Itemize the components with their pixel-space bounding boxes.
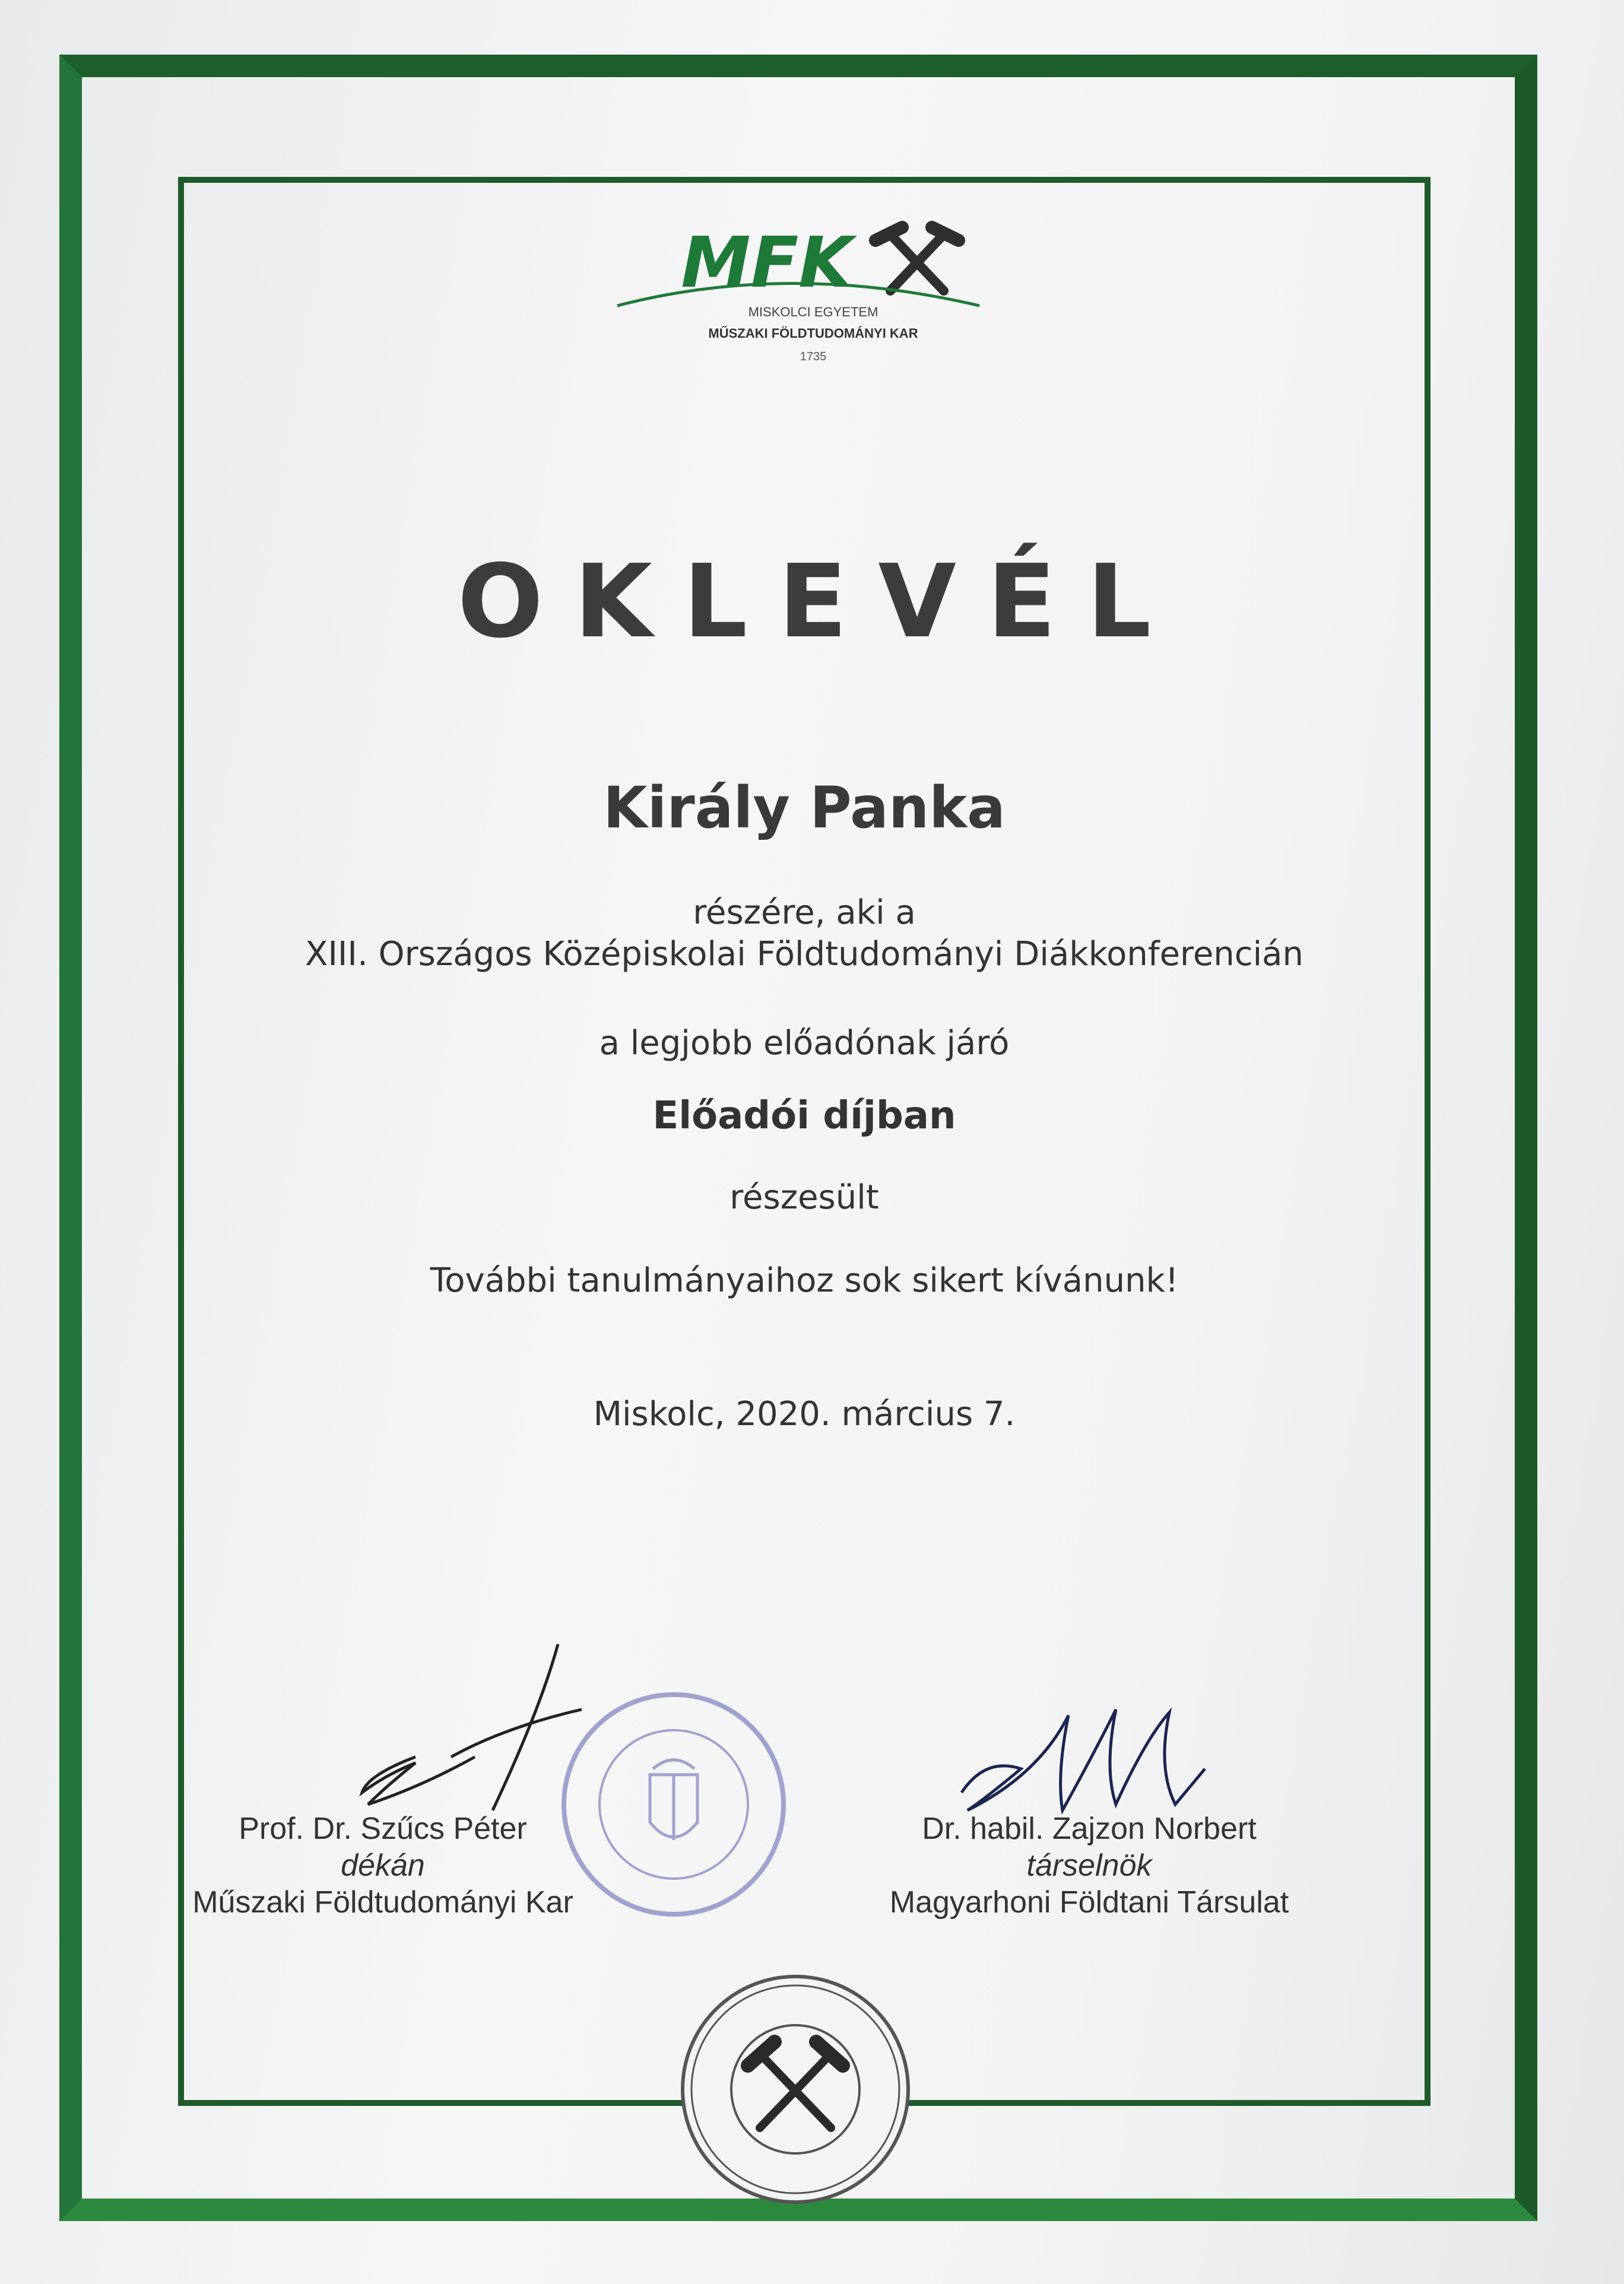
dean-name: Prof. Dr. Szűcs Péter xyxy=(239,1812,527,1846)
certificate-title: OKLEVÉL xyxy=(457,543,1182,661)
faculty-logo xyxy=(611,217,1015,383)
place-date: Miskolc, 2020. március 7. xyxy=(593,1395,1016,1433)
award-name: Előadói díjban xyxy=(652,1094,956,1138)
body-line-2: XIII. Országos Középiskolai Földtudományi Diákkonferencián xyxy=(305,935,1303,973)
logo-university-name: MISKOLCI EGYETEM xyxy=(748,304,878,319)
dean-signature-block xyxy=(116,1810,650,1921)
wish-line: További tanulmányaihoz sok sikert kívánunk! xyxy=(430,1261,1179,1300)
copresident-signature xyxy=(950,1704,1211,1822)
coat-of-arms-icon xyxy=(650,1760,697,1840)
body-line-4: részesült xyxy=(729,1178,879,1217)
crossed-hammers-icon xyxy=(876,227,959,291)
dean-role: dékán xyxy=(341,1848,425,1883)
recipient-name: Király Panka xyxy=(603,775,1006,841)
logo-year: 1735 xyxy=(800,350,827,363)
society-seal xyxy=(677,1971,914,2208)
body-line-1: részére, aki a xyxy=(693,893,916,932)
logo-mark-text: MFK xyxy=(681,221,853,303)
copresident-signature-block xyxy=(822,1810,1356,1921)
copresident-role: társelnök xyxy=(1026,1848,1152,1883)
dean-organization: Műszaki Földtudományi Kar xyxy=(192,1885,573,1920)
copresident-name: Dr. habil. Zajzon Norbert xyxy=(922,1812,1257,1846)
logo-faculty-name: MŰSZAKI FÖLDTUDOMÁNYI KAR xyxy=(708,326,918,341)
body-line-3: a legjobb előadónak járó xyxy=(599,1024,1010,1062)
copresident-organization: Magyarhoni Földtani Társulat xyxy=(889,1885,1289,1920)
